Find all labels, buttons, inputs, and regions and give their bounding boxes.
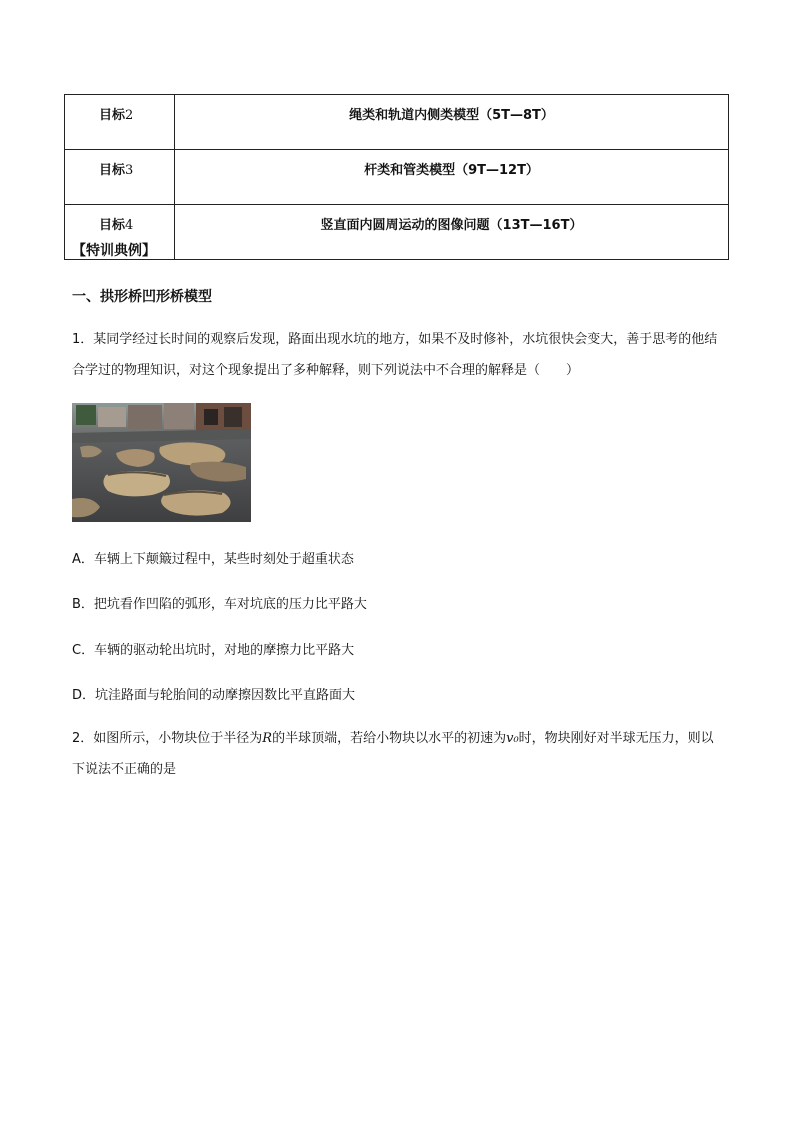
subsection-title: 一、拱形桥凹形桥模型 [72,289,212,305]
radius-variable: R [262,731,273,746]
goal-label: 目标 [99,163,126,178]
table-row [65,150,729,205]
section-title: 【特训典例】 [72,243,156,259]
question-1-option-d: D．坑洼路面与轮胎间的动摩擦因数比平直路面大 [72,688,356,703]
goal-content-cell: 竖直面内圆周运动的图像问题（13T—16T） [175,205,729,260]
goal-label: 目标 [99,218,126,233]
table-row [65,205,729,260]
goal-number: 2 [125,108,134,123]
goal-number: 4 [125,218,134,233]
goal-label-cell [65,95,175,150]
goal-content-cell: 绳类和轨道内侧类模型（5T—8T） [175,95,729,150]
question-1-option-a: A．车辆上下颠簸过程中，某些时刻处于超重状态 [72,552,354,567]
pothole-road-photo [72,403,251,522]
goal-content-cell: 杆类和管类模型（9T—12T） [175,150,729,205]
question-1-text: 1．某同学经过长时间的观察后发现，路面出现水坑的地方，如果不及时修补，水坑很快会变大，善于思考的他结合学过的物理知识，对这个现象提出了多种解释，则下列说法中不合理的解释是（ ） [72,332,718,378]
question-2-text-part2: 的半球顶端，若给小物块以水平的初速为 [272,731,507,746]
question-2-text-part3: 时，物块刚好对半球无压力，则以下说法不正确的是 [72,731,714,777]
goal-label-cell [65,150,175,205]
question-1-option-b: B．把坑看作凹陷的弧形，车对坑底的压力比平路大 [72,597,367,612]
goals-table [64,94,729,260]
goal-number: 3 [125,163,134,178]
question-1-option-c: C．车辆的驱动轮出坑时，对地的摩擦力比平路大 [72,643,355,658]
goal-label: 目标 [99,108,126,123]
table-row [65,95,729,150]
initial-velocity-variable: v₀ [506,731,519,746]
question-2-text-part1: 2．如图所示，小物块位于半径为 [72,731,263,746]
question-2-text [72,723,724,785]
